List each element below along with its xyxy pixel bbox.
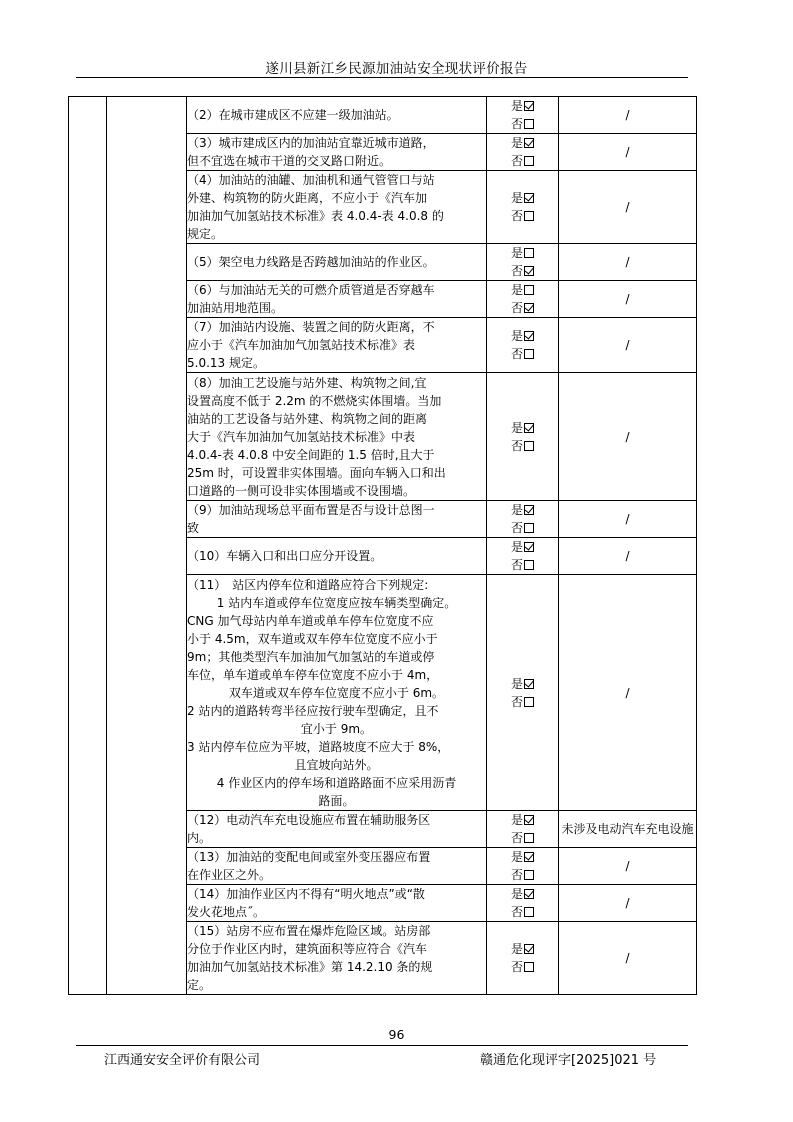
checked-box-icon bbox=[524, 266, 534, 276]
check-item-text bbox=[187, 97, 487, 134]
check-item-line: （8）加油工艺设施与站外建、构筑物之间,宜 bbox=[187, 375, 427, 390]
checked-box-icon bbox=[524, 889, 534, 899]
no-option-label: 否 bbox=[510, 694, 523, 709]
check-item-line: 规定。 bbox=[187, 227, 224, 241]
yes-option-label: 是 bbox=[510, 850, 523, 864]
checklist-table bbox=[68, 96, 697, 995]
check-item-line: （6）与加油站无关的可燃介质管道是否穿越车 bbox=[187, 283, 435, 297]
check-item-line: 大于《汽车加油加气加氢站技术标准》中表 bbox=[187, 429, 416, 444]
check-item-line: 5.0.13 规定。 bbox=[187, 356, 265, 370]
check-item-text bbox=[187, 922, 487, 995]
no-option-label: 否 bbox=[510, 117, 523, 131]
footer-company: 江西通安安全评价有限公司 bbox=[104, 1053, 261, 1068]
yes-option-label: 是 bbox=[510, 503, 523, 517]
checked-box-icon bbox=[524, 303, 534, 313]
remark-cell: / bbox=[559, 373, 697, 501]
result-cell bbox=[487, 244, 559, 281]
check-item-line: 车位，单车道或单车停车位宽度不应小于 4m， bbox=[187, 667, 439, 682]
check-item-line: （9）加油站现场总平面布置是否与设计总图一 bbox=[187, 503, 435, 517]
no-option bbox=[487, 152, 558, 170]
check-item-line: 加油加气加氢站技术标准》第 14.2.10 条的规 bbox=[187, 960, 433, 974]
no-option-label: 否 bbox=[510, 831, 523, 845]
empty-box-icon bbox=[524, 833, 534, 843]
check-item-line: （12）电动汽车充电设施应布置在辅助服务区 bbox=[187, 813, 431, 827]
no-option-label: 否 bbox=[510, 154, 523, 168]
check-item-line: 加油加气加氢站技术标准》表 4.0.4-表 4.0.8 的 bbox=[187, 209, 444, 223]
result-cell bbox=[487, 922, 559, 995]
checked-box-icon bbox=[524, 505, 534, 515]
empty-box-icon bbox=[524, 560, 534, 570]
yes-option bbox=[487, 281, 558, 299]
empty-box-icon bbox=[524, 441, 534, 451]
yes-option bbox=[487, 538, 558, 556]
yes-option-label: 是 bbox=[510, 329, 523, 343]
remark-cell: / bbox=[559, 922, 697, 995]
result-cell bbox=[487, 97, 559, 134]
check-item-line: （5）架空电力线路是否跨越加油站的作业区。 bbox=[187, 255, 435, 269]
check-item-line: 9m；其他类型汽车加油加气加氢站的车道或停 bbox=[187, 649, 435, 664]
remark-cell: / bbox=[559, 134, 697, 171]
check-item-line: 小于 4.5m，双车道或双车停车位宽度不应小于 bbox=[187, 631, 438, 646]
check-item-line: 致 bbox=[187, 521, 200, 535]
check-item-text bbox=[187, 244, 487, 281]
checked-box-icon bbox=[524, 331, 534, 341]
result-cell bbox=[487, 885, 559, 922]
remark-cell: / bbox=[559, 501, 697, 538]
check-item-line: 口道路的一侧可设非实体围墙或不设围墙。 bbox=[187, 483, 416, 498]
yes-option-label: 是 bbox=[510, 813, 523, 827]
yes-option-label: 是 bbox=[510, 942, 523, 956]
check-item-line: 路面。 bbox=[318, 793, 355, 808]
empty-box-icon bbox=[524, 349, 534, 359]
result-cell bbox=[487, 575, 559, 811]
no-option bbox=[487, 519, 558, 537]
yes-option-label: 是 bbox=[510, 283, 523, 297]
remark-cell: / bbox=[559, 97, 697, 134]
yes-option-label: 是 bbox=[510, 540, 523, 554]
remark-cell: / bbox=[559, 244, 697, 281]
check-item-line: 2 站内的道路转弯半径应按行驶车型确定，且不 bbox=[187, 703, 439, 718]
result-cell bbox=[487, 848, 559, 885]
checked-box-icon bbox=[524, 815, 534, 825]
yes-option bbox=[487, 419, 558, 437]
check-item-line: （15）站房不应布置在爆炸危险区域。站房部 bbox=[187, 924, 431, 938]
yes-option bbox=[487, 97, 558, 115]
checked-box-icon bbox=[524, 193, 534, 203]
check-item-text bbox=[187, 811, 487, 848]
merged-category-cell bbox=[107, 97, 187, 995]
no-option-label: 否 bbox=[510, 521, 523, 535]
yes-option-label: 是 bbox=[510, 246, 523, 260]
result-cell bbox=[487, 538, 559, 575]
empty-box-icon bbox=[524, 119, 534, 129]
empty-box-icon bbox=[524, 248, 534, 258]
checked-box-icon bbox=[524, 542, 534, 552]
check-item-line: 加油站用地范围。 bbox=[187, 301, 284, 315]
check-item-line: 且宜坡向站外。 bbox=[294, 757, 379, 772]
check-item-text bbox=[187, 501, 487, 538]
yes-option bbox=[487, 940, 558, 958]
check-item-line: 双车道或双车停车位宽度不应小于 6m。 bbox=[228, 685, 445, 700]
checked-box-icon bbox=[524, 101, 534, 111]
no-option bbox=[487, 207, 558, 225]
check-item-line: 在作业区之外。 bbox=[187, 868, 272, 882]
check-item-line: 分位于作业区内时，建筑面积等应符合《汽车 bbox=[187, 942, 428, 956]
merged-index-cell bbox=[69, 97, 107, 995]
check-item-text bbox=[187, 134, 487, 171]
check-item-text bbox=[187, 171, 487, 244]
no-option bbox=[487, 345, 558, 363]
checked-box-icon bbox=[524, 852, 534, 862]
empty-box-icon bbox=[524, 156, 534, 166]
no-option bbox=[487, 958, 558, 976]
remark-cell: / bbox=[559, 538, 697, 575]
check-item-text bbox=[187, 281, 487, 318]
check-item-line: 油站的工艺设备与站外建、构筑物之间的距离 bbox=[187, 411, 428, 426]
yes-option bbox=[487, 811, 558, 829]
no-option-label: 否 bbox=[510, 868, 523, 882]
empty-box-icon bbox=[524, 285, 534, 295]
check-item-text bbox=[187, 575, 487, 811]
header-divider bbox=[76, 77, 688, 78]
yes-option-label: 是 bbox=[510, 676, 523, 691]
check-item-line: （4）加油站的油罐、加油机和通气管管口与站 bbox=[187, 173, 435, 187]
check-item-text bbox=[187, 538, 487, 575]
no-option-label: 否 bbox=[510, 347, 523, 361]
yes-option bbox=[487, 885, 558, 903]
result-cell bbox=[487, 811, 559, 848]
check-item-line: CNG 加气母站内单车道或单车停车位宽度不应 bbox=[187, 613, 434, 628]
check-item-line: 外建、构筑物的防火距离，不应小于《汽车加 bbox=[187, 191, 428, 205]
yes-option bbox=[487, 675, 558, 693]
empty-box-icon bbox=[524, 907, 534, 917]
no-option-label: 否 bbox=[510, 438, 523, 453]
check-item-line: （7）加油站内设施、装置之间的防火距离，不 bbox=[187, 320, 435, 334]
check-item-line: 发火花地点˝。 bbox=[187, 905, 266, 919]
check-item-line: （3）城市建成区内的加油站宜靠近城市道路， bbox=[187, 136, 435, 150]
check-item-line: 应小于《汽车加油加气加氢站技术标准》表 bbox=[187, 338, 416, 352]
result-cell bbox=[487, 501, 559, 538]
checked-box-icon bbox=[524, 138, 534, 148]
no-option-label: 否 bbox=[510, 960, 523, 974]
remark-cell: / bbox=[559, 318, 697, 373]
no-option-label: 否 bbox=[510, 209, 523, 223]
check-item-line: 4 作业区内的停车场和道路路面不应采用沥青 bbox=[216, 775, 457, 790]
no-option-label: 否 bbox=[510, 264, 523, 278]
check-item-text bbox=[187, 848, 487, 885]
no-option bbox=[487, 866, 558, 884]
remark-cell: 未涉及电动汽车充电设施 bbox=[559, 811, 697, 848]
check-item-line: 定。 bbox=[187, 978, 212, 992]
yes-option-label: 是 bbox=[510, 136, 523, 150]
empty-box-icon bbox=[524, 523, 534, 533]
checked-box-icon bbox=[524, 944, 534, 954]
remark-cell: / bbox=[559, 575, 697, 811]
check-item-line: （11） 站区内停车位和道路应符合下列规定: bbox=[187, 577, 429, 592]
check-item-line: 宜小于 9m。 bbox=[300, 721, 373, 736]
check-item-line: 1 站内车道或停车位宽度应按车辆类型确定。 bbox=[216, 595, 457, 610]
checked-box-icon bbox=[524, 679, 534, 689]
check-item-line: 4.0.4-表 4.0.8 中安全间距的 1.5 倍时,且大于 bbox=[187, 447, 435, 462]
empty-box-icon bbox=[524, 870, 534, 880]
result-cell bbox=[487, 318, 559, 373]
table-row bbox=[69, 97, 697, 134]
check-item-line: 25m 时，可设置非实体围墙。面向车辆入口和出 bbox=[187, 465, 446, 480]
no-option bbox=[487, 299, 558, 317]
check-item-line: 设置高度不低于 2.2m 的不燃烧实体围墙。当加 bbox=[187, 393, 442, 408]
no-option bbox=[487, 437, 558, 455]
yes-option bbox=[487, 189, 558, 207]
no-option-label: 否 bbox=[510, 301, 523, 315]
yes-option-label: 是 bbox=[510, 99, 523, 113]
check-item-line: （10）车辆入口和出口应分开设置。 bbox=[187, 549, 383, 563]
result-cell bbox=[487, 373, 559, 501]
check-item-text bbox=[187, 318, 487, 373]
no-option bbox=[487, 829, 558, 847]
footer-divider bbox=[76, 1045, 688, 1046]
remark-cell: / bbox=[559, 885, 697, 922]
yes-option bbox=[487, 327, 558, 345]
check-item-line: 3 站内停车位应为平坡，道路坡度不应大于 8%， bbox=[187, 739, 450, 754]
no-option bbox=[487, 903, 558, 921]
empty-box-icon bbox=[524, 962, 534, 972]
check-item-line: （13）加油站的变配电间或室外变压器应布置 bbox=[187, 850, 431, 864]
checked-box-icon bbox=[524, 423, 534, 433]
yes-option bbox=[487, 848, 558, 866]
no-option bbox=[487, 556, 558, 574]
page-number: 96 bbox=[388, 1027, 405, 1042]
remark-cell: / bbox=[559, 281, 697, 318]
empty-box-icon bbox=[524, 697, 534, 707]
yes-option bbox=[487, 501, 558, 519]
remark-cell: / bbox=[559, 171, 697, 244]
result-cell bbox=[487, 134, 559, 171]
result-cell bbox=[487, 171, 559, 244]
yes-option-label: 是 bbox=[510, 191, 523, 205]
footer-report-number: 赣通危化现评字[2025]021 号 bbox=[480, 1053, 657, 1068]
check-item-text bbox=[187, 885, 487, 922]
no-option bbox=[487, 693, 558, 711]
empty-box-icon bbox=[524, 211, 534, 221]
yes-option-label: 是 bbox=[510, 887, 523, 901]
no-option-label: 否 bbox=[510, 905, 523, 919]
yes-option bbox=[487, 134, 558, 152]
check-item-line: 内。 bbox=[187, 831, 212, 845]
no-option bbox=[487, 262, 558, 280]
check-item-line: （14）加油作业区内不得有“明火地点”或“散 bbox=[187, 887, 425, 901]
no-option bbox=[487, 115, 558, 133]
yes-option bbox=[487, 244, 558, 262]
page-header-title: 遂川县新江乡民源加油站安全现状评价报告 bbox=[265, 61, 528, 77]
check-item-line: 但不宜选在城市干道的交叉路口附近。 bbox=[187, 154, 392, 168]
yes-option-label: 是 bbox=[510, 420, 523, 435]
result-cell bbox=[487, 281, 559, 318]
check-item-line: （2）在城市建成区不应建一级加油站。 bbox=[187, 108, 399, 122]
remark-cell: / bbox=[559, 848, 697, 885]
no-option-label: 否 bbox=[510, 558, 523, 572]
check-item-text bbox=[187, 373, 487, 501]
